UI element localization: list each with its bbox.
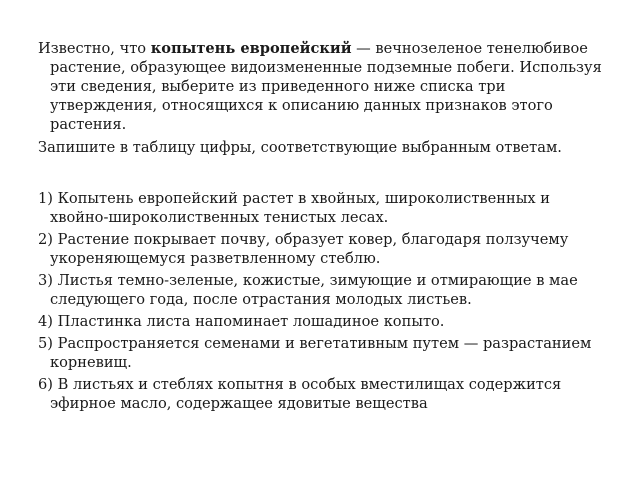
intro-suffix: — вечнозеленое тенелюбивое растение, образующее видоизмененные подземные побеги. Используя эти сведения, выберите из приведенного ниже списка три утверждения, относящихся к описанию данных признаков этого растения. [50, 40, 602, 133]
question-text [38, 39, 606, 416]
statement-item [38, 189, 606, 227]
statement-number: 2) [38, 231, 53, 248]
statement-item [38, 271, 606, 309]
intro-prefix: Известно, что [38, 40, 151, 57]
statement-number: 5) [38, 335, 53, 352]
statement-item [38, 230, 606, 268]
statement-text: Распространяется семенами и вегетативным путем — разрастанием корневищ. [50, 335, 592, 371]
instruction-paragraph: Запишите в таблицу цифры, соответствующие выбранным ответам. [38, 139, 562, 156]
statement-text: Листья темно-зеленые, кожистые, зимующие и отмирающие в мае следующего года, после отрастания молодых листьев. [50, 272, 578, 308]
statement-text: Пластинка листа напоминает лошадиное копыто. [57, 313, 445, 330]
plant-name: копытень европейский [150, 40, 352, 57]
statement-number: 4) [38, 313, 53, 330]
statement-item [38, 334, 606, 372]
statement-list [38, 189, 606, 413]
statement-text: В листьях и стеблях копытня в особых вместилищах содержится эфирное масло, содержащее ядовитые вещества [50, 376, 562, 412]
statement-text: Копытень европейский растет в хвойных, широколиственных и хвойно-широколиственных тенистых лесах. [50, 190, 550, 226]
statement-item [38, 375, 606, 413]
statement-number: 1) [38, 190, 53, 207]
statement-number: 3) [38, 272, 53, 289]
intro-paragraph [38, 39, 606, 134]
statement-text: Растение покрывает почву, образует ковер, благодаря ползучему укореняющемуся разветвленному стеблю. [50, 231, 569, 267]
statement-number: 6) [38, 376, 53, 393]
statement-item [38, 312, 606, 331]
